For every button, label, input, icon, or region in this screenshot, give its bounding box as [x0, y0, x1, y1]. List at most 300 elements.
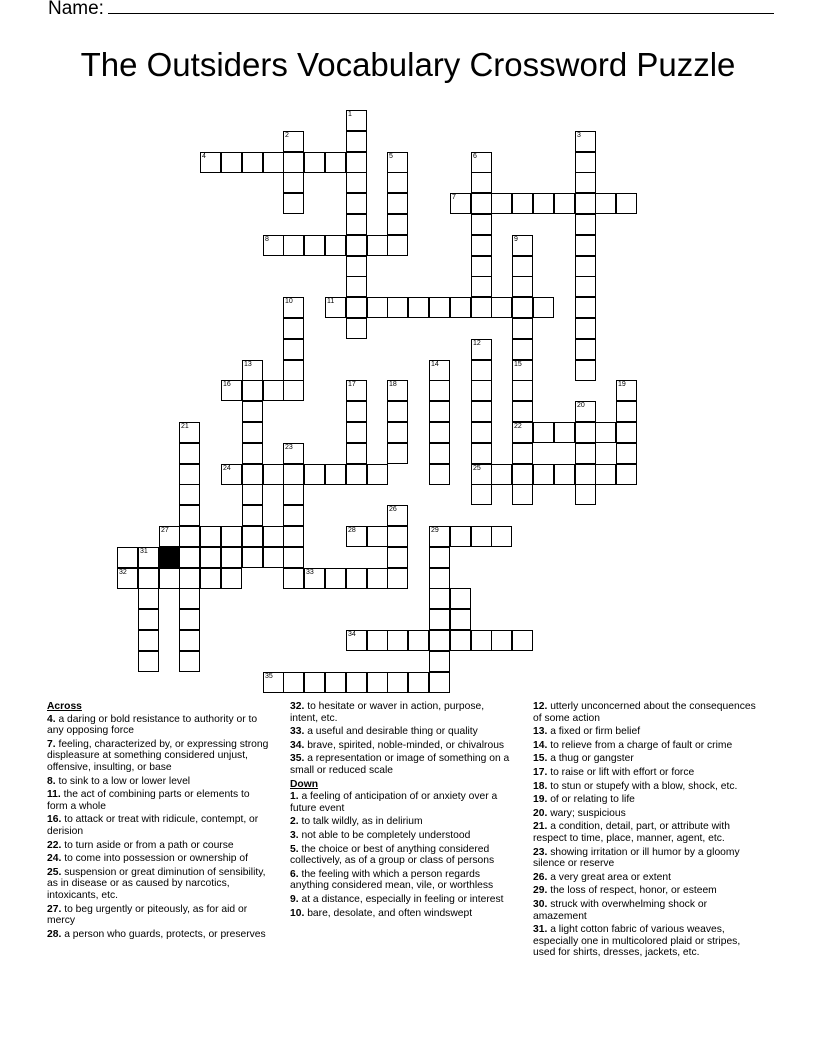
- grid-cell[interactable]: [408, 630, 429, 651]
- grid-cell[interactable]: [325, 297, 346, 318]
- grid-cell[interactable]: [325, 568, 346, 589]
- grid-cell[interactable]: [471, 360, 492, 381]
- grid-cell[interactable]: [471, 464, 492, 485]
- grid-cell[interactable]: [471, 276, 492, 297]
- grid-cell[interactable]: [491, 464, 512, 485]
- grid-cell[interactable]: [429, 443, 450, 464]
- grid-cell[interactable]: [179, 443, 200, 464]
- cell-number: 5: [389, 153, 393, 160]
- grid-cell[interactable]: [367, 526, 388, 547]
- clue-item: [47, 714, 271, 737]
- grid-cell[interactable]: [138, 630, 159, 651]
- clue-text: to sink to a low or lower level: [58, 775, 191, 787]
- clue-number: 3.: [290, 829, 299, 841]
- clue-text: not able to be completely understood: [301, 829, 471, 841]
- grid-cell[interactable]: [387, 526, 408, 547]
- grid-cell[interactable]: [471, 422, 492, 443]
- grid-cell[interactable]: [512, 401, 533, 422]
- grid-cell[interactable]: [346, 235, 367, 256]
- grid-cell[interactable]: [283, 505, 304, 526]
- clue-item: [47, 929, 271, 941]
- grid-cell[interactable]: [387, 422, 408, 443]
- grid-cell[interactable]: [450, 526, 471, 547]
- grid-cell[interactable]: [200, 547, 221, 568]
- clue-text: the act of combining parts or elements to form a whole: [47, 789, 250, 812]
- grid-cell[interactable]: [283, 568, 304, 589]
- page-title: The Outsiders Vocabulary Crossword Puzzle: [80, 46, 736, 83]
- grid-cell[interactable]: [159, 526, 180, 547]
- grid-cell[interactable]: [387, 672, 408, 693]
- grid-cell[interactable]: [283, 172, 304, 193]
- grid-cell[interactable]: [138, 609, 159, 630]
- grid-cell[interactable]: [263, 464, 284, 485]
- name-label: Name:: [48, 0, 104, 19]
- grid-cell[interactable]: [512, 484, 533, 505]
- cell-number: 17: [348, 381, 356, 388]
- grid-cell[interactable]: [575, 152, 596, 173]
- grid-cell[interactable]: [429, 401, 450, 422]
- grid-cell[interactable]: [512, 318, 533, 339]
- clue-number: 1.: [290, 791, 299, 803]
- clue-text: a feeling of anticipation of or anxiety over a future event: [290, 791, 498, 814]
- grid-cell[interactable]: [346, 214, 367, 235]
- grid-cell[interactable]: [179, 609, 200, 630]
- grid-cell[interactable]: [346, 526, 367, 547]
- grid-cell[interactable]: [512, 193, 533, 214]
- grid-cell[interactable]: [512, 256, 533, 277]
- grid-cell[interactable]: [263, 152, 284, 173]
- grid-cell[interactable]: [429, 609, 450, 630]
- grid-cell[interactable]: [616, 401, 637, 422]
- grid-cell[interactable]: [242, 422, 263, 443]
- grid-cell[interactable]: [346, 256, 367, 277]
- grid-cell[interactable]: [471, 297, 492, 318]
- grid-cell[interactable]: [263, 235, 284, 256]
- cell-number: 23: [285, 444, 293, 451]
- cell-number: 1: [348, 111, 352, 118]
- grid-cell[interactable]: [575, 464, 596, 485]
- clue-text: of or relating to life: [550, 794, 635, 806]
- grid-cell[interactable]: [283, 152, 304, 173]
- grid-cell[interactable]: [471, 526, 492, 547]
- clue-item: [47, 853, 271, 865]
- clue-number: 16.: [47, 814, 62, 826]
- grid-cell[interactable]: [283, 526, 304, 547]
- clue-text: to talk wildly, as in delirium: [301, 816, 423, 828]
- clue-text: showing irritation or ill humor by a gloomy silence or reserve: [533, 846, 740, 870]
- grid-cell[interactable]: [512, 443, 533, 464]
- grid-cell[interactable]: [429, 297, 450, 318]
- cell-number: 14: [431, 361, 439, 368]
- cell-number: 21: [181, 423, 189, 430]
- clue-text: a person who guards, protects, or preserves: [64, 928, 266, 940]
- cell-number: 4: [202, 153, 206, 160]
- clue-text: to attack or treat with ridicule, contempt, or derision: [47, 814, 259, 837]
- grid-cell[interactable]: [575, 401, 596, 422]
- clue-item: [533, 808, 757, 820]
- grid-cell[interactable]: [533, 422, 554, 443]
- grid-cell[interactable]: [533, 464, 554, 485]
- grid-cell[interactable]: [429, 380, 450, 401]
- clue-number: 22.: [47, 839, 62, 851]
- grid-cell[interactable]: [263, 672, 284, 693]
- clue-number: 18.: [533, 780, 548, 792]
- grid-cell[interactable]: [616, 464, 637, 485]
- grid-cell[interactable]: [221, 464, 242, 485]
- grid-cell[interactable]: [387, 235, 408, 256]
- grid-cell[interactable]: [346, 672, 367, 693]
- grid-cell[interactable]: [242, 360, 263, 381]
- grid-cell[interactable]: [304, 568, 325, 589]
- grid-cell[interactable]: [512, 235, 533, 256]
- grid-cell[interactable]: [346, 630, 367, 651]
- grid-cell[interactable]: [179, 526, 200, 547]
- grid-cell[interactable]: [450, 297, 471, 318]
- cell-number: 10: [285, 298, 293, 305]
- grid-cell[interactable]: [242, 443, 263, 464]
- grid-cell[interactable]: [471, 630, 492, 651]
- grid-cell[interactable]: [242, 380, 263, 401]
- grid-cell[interactable]: [471, 401, 492, 422]
- clue-text: a useful and desirable thing or quality: [307, 726, 478, 738]
- grid-cell[interactable]: [471, 152, 492, 173]
- clue-text: to beg urgently or piteously, as for aid or mercy: [47, 903, 248, 927]
- clue-text: wary; suspicious: [550, 807, 626, 819]
- grid-cell[interactable]: [387, 380, 408, 401]
- grid-cell[interactable]: [263, 380, 284, 401]
- grid-cell[interactable]: [138, 588, 159, 609]
- grid-cell[interactable]: [346, 276, 367, 297]
- grid-cell[interactable]: [179, 547, 200, 568]
- grid-cell[interactable]: [138, 568, 159, 589]
- grid-cell[interactable]: [471, 193, 492, 214]
- grid-cell[interactable]: [491, 526, 512, 547]
- grid-cell[interactable]: [346, 568, 367, 589]
- clue-number: 30.: [533, 898, 548, 910]
- grid-cell[interactable]: [429, 526, 450, 547]
- grid-cell[interactable]: [179, 464, 200, 485]
- grid-cell[interactable]: [387, 505, 408, 526]
- grid-cell[interactable]: [242, 547, 263, 568]
- grid-cell[interactable]: [367, 297, 388, 318]
- grid-cell[interactable]: [450, 193, 471, 214]
- grid-cell[interactable]: [512, 630, 533, 651]
- grid-cell[interactable]: [387, 193, 408, 214]
- grid-cell[interactable]: [491, 630, 512, 651]
- cell-number: 33: [306, 569, 314, 576]
- grid-cell[interactable]: [512, 297, 533, 318]
- grid-cell[interactable]: [533, 193, 554, 214]
- clue-item: [47, 867, 271, 902]
- clue-number: 33.: [290, 726, 305, 738]
- grid-cell[interactable]: [242, 526, 263, 547]
- grid-cell[interactable]: [471, 339, 492, 360]
- grid-cell[interactable]: [304, 235, 325, 256]
- grid-cell[interactable]: [512, 339, 533, 360]
- grid-cell[interactable]: [242, 152, 263, 173]
- grid-cell[interactable]: [346, 443, 367, 464]
- grid-cell[interactable]: [283, 193, 304, 214]
- grid-cell[interactable]: [325, 152, 346, 173]
- clue-item: [533, 753, 757, 765]
- cell-number: 2: [285, 132, 289, 139]
- grid-cell[interactable]: [179, 505, 200, 526]
- grid-cell[interactable]: [387, 568, 408, 589]
- grid-cell[interactable]: [491, 193, 512, 214]
- grid-cell[interactable]: [575, 131, 596, 152]
- grid-cell[interactable]: [471, 380, 492, 401]
- grid-cell[interactable]: [221, 568, 242, 589]
- clue-item: [290, 740, 514, 752]
- grid-cell[interactable]: [283, 339, 304, 360]
- grid-cell[interactable]: [387, 443, 408, 464]
- cell-number: 3: [577, 132, 581, 139]
- clue-text: to stun or stupefy with a blow, shock, etc.: [550, 780, 738, 792]
- grid-cell[interactable]: [325, 235, 346, 256]
- grid-cell[interactable]: [429, 547, 450, 568]
- clue-item: [533, 781, 757, 793]
- grid-cell[interactable]: [346, 297, 367, 318]
- clue-number: 20.: [533, 807, 548, 819]
- grid-cell[interactable]: [367, 630, 388, 651]
- grid-cell[interactable]: [283, 443, 304, 464]
- cell-number: 26: [389, 506, 397, 513]
- grid-cell[interactable]: [179, 568, 200, 589]
- grid-cell[interactable]: [554, 464, 575, 485]
- grid-cell[interactable]: [575, 422, 596, 443]
- grid-cell[interactable]: [200, 526, 221, 547]
- clue-number: 14.: [533, 739, 548, 751]
- clue-number: 12.: [533, 701, 548, 712]
- grid-cell[interactable]: [616, 422, 637, 443]
- clue-number: 26.: [533, 871, 548, 883]
- grid-cell[interactable]: [283, 318, 304, 339]
- clue-text: a condition, detail, part, or attribute with respect to time, place, manner, agent, etc.: [533, 821, 730, 844]
- grid-cell[interactable]: [554, 422, 575, 443]
- clue-number: 29.: [533, 885, 548, 897]
- grid-cell[interactable]: [575, 276, 596, 297]
- grid-cell[interactable]: [429, 360, 450, 381]
- grid-cell[interactable]: [221, 380, 242, 401]
- grid-cell[interactable]: [346, 401, 367, 422]
- grid-cell[interactable]: [387, 297, 408, 318]
- grid-cell[interactable]: [304, 152, 325, 173]
- grid-cell[interactable]: [117, 547, 138, 568]
- grid-cell[interactable]: [242, 401, 263, 422]
- grid-cell[interactable]: [117, 568, 138, 589]
- clue-item: [290, 844, 514, 867]
- grid-cell[interactable]: [242, 484, 263, 505]
- grid-cell[interactable]: [471, 484, 492, 505]
- grid-cell[interactable]: [200, 568, 221, 589]
- clue-text: utterly unconcerned about the consequences of some action: [533, 701, 756, 724]
- grid-cell[interactable]: [179, 630, 200, 651]
- clue-item: [533, 726, 757, 738]
- cell-number: 11: [327, 298, 335, 305]
- clue-number: 19.: [533, 794, 548, 806]
- clues-column-1: [47, 701, 271, 942]
- grid-cell[interactable]: [429, 588, 450, 609]
- grid-cell[interactable]: [138, 547, 159, 568]
- grid-cell[interactable]: [616, 193, 637, 214]
- grid-cell[interactable]: [450, 630, 471, 651]
- clue-item: [290, 726, 514, 738]
- grid-cell[interactable]: [575, 297, 596, 318]
- grid-cell[interactable]: [471, 214, 492, 235]
- grid-cell[interactable]: [387, 630, 408, 651]
- grid-cell[interactable]: [575, 484, 596, 505]
- grid-cell[interactable]: [242, 464, 263, 485]
- cell-number: 16: [223, 381, 231, 388]
- grid-cell[interactable]: [346, 318, 367, 339]
- grid-cell[interactable]: [471, 443, 492, 464]
- grid-cell[interactable]: [346, 422, 367, 443]
- grid-cell[interactable]: [242, 505, 263, 526]
- grid-cell[interactable]: [512, 276, 533, 297]
- clue-number: 2.: [290, 816, 299, 828]
- clue-item: [533, 899, 757, 922]
- cell-number: 24: [223, 465, 231, 472]
- grid-cell[interactable]: [138, 651, 159, 672]
- clue-text: brave, spirited, noble-minded, or chivalrous: [307, 739, 505, 751]
- cell-number: 20: [577, 402, 585, 409]
- clue-item: [533, 767, 757, 779]
- grid-cell[interactable]: [263, 547, 284, 568]
- grid-cell[interactable]: [304, 464, 325, 485]
- grid-cell[interactable]: [346, 152, 367, 173]
- grid-cell[interactable]: [512, 422, 533, 443]
- down-heading: Down: [290, 778, 319, 790]
- clue-text: bare, desolate, and often windswept: [307, 907, 473, 919]
- grid-cell[interactable]: [512, 464, 533, 485]
- clue-item: [47, 904, 271, 927]
- grid-cell[interactable]: [429, 672, 450, 693]
- clue-number: 34.: [290, 739, 305, 751]
- clue-item: [47, 814, 271, 837]
- grid-cell[interactable]: [575, 360, 596, 381]
- clue-number: 23.: [533, 846, 548, 858]
- grid-cell[interactable]: [283, 235, 304, 256]
- grid-cell[interactable]: [471, 235, 492, 256]
- grid-cell[interactable]: [387, 172, 408, 193]
- grid-cell[interactable]: [221, 526, 242, 547]
- grid-cell[interactable]: [367, 672, 388, 693]
- grid-cell[interactable]: [221, 152, 242, 173]
- grid-cell[interactable]: [575, 256, 596, 277]
- grid-cell[interactable]: [179, 651, 200, 672]
- grid-cell[interactable]: [595, 464, 616, 485]
- grid-cell[interactable]: [575, 214, 596, 235]
- grid-cell[interactable]: [346, 110, 367, 131]
- grid-cell[interactable]: [283, 297, 304, 318]
- grid-cell[interactable]: [346, 464, 367, 485]
- grid-cell[interactable]: [429, 630, 450, 651]
- grid-cell[interactable]: [408, 672, 429, 693]
- grid-cell[interactable]: [221, 547, 242, 568]
- grid-cell[interactable]: [491, 297, 512, 318]
- grid-cell[interactable]: [367, 568, 388, 589]
- clue-text: to relieve from a charge of fault or crime: [550, 739, 733, 751]
- grid-cell[interactable]: [512, 380, 533, 401]
- grid-cell[interactable]: [283, 484, 304, 505]
- grid-cell[interactable]: [533, 297, 554, 318]
- clue-text: to raise or lift with effort or force: [550, 766, 695, 778]
- grid-cell[interactable]: [575, 172, 596, 193]
- clue-number: 11.: [47, 789, 61, 801]
- cell-number: 12: [473, 340, 481, 347]
- grid-cell[interactable]: [325, 464, 346, 485]
- grid-cell[interactable]: [283, 360, 304, 381]
- cell-number: 22: [514, 423, 522, 430]
- grid-cell[interactable]: [450, 588, 471, 609]
- grid-cell[interactable]: [512, 360, 533, 381]
- grid-cell[interactable]: [263, 526, 284, 547]
- clue-item: [290, 894, 514, 906]
- grid-cell[interactable]: [346, 131, 367, 152]
- grid-cell[interactable]: [346, 193, 367, 214]
- grid-cell[interactable]: [429, 568, 450, 589]
- grid-cell[interactable]: [575, 193, 596, 214]
- grid-cell[interactable]: [616, 380, 637, 401]
- clue-text: the loss of respect, honor, or esteem: [550, 885, 717, 897]
- grid-cell[interactable]: [471, 172, 492, 193]
- clue-item: [47, 789, 271, 812]
- clue-number: 9.: [290, 893, 299, 905]
- grid-cell[interactable]: [283, 131, 304, 152]
- grid-cell[interactable]: [575, 443, 596, 464]
- grid-cell[interactable]: [554, 193, 575, 214]
- grid-cell[interactable]: [283, 464, 304, 485]
- grid-cell[interactable]: [575, 318, 596, 339]
- clue-item: [47, 776, 271, 788]
- grid-cell[interactable]: [429, 422, 450, 443]
- grid-cell[interactable]: [179, 422, 200, 443]
- grid-cell[interactable]: [429, 464, 450, 485]
- cell-number: 32: [119, 569, 127, 576]
- clue-number: 7.: [47, 738, 56, 750]
- grid-cell[interactable]: [346, 172, 367, 193]
- grid-cell[interactable]: [367, 464, 388, 485]
- grid-cell[interactable]: [575, 235, 596, 256]
- grid-cell[interactable]: [616, 443, 637, 464]
- grid-cell[interactable]: [387, 214, 408, 235]
- grid-cell[interactable]: [283, 547, 304, 568]
- grid-cell[interactable]: [450, 609, 471, 630]
- grid-cell[interactable]: [471, 256, 492, 277]
- grid-cell[interactable]: [595, 193, 616, 214]
- black-cell: [159, 547, 180, 568]
- grid-cell[interactable]: [283, 672, 304, 693]
- grid-cell[interactable]: [595, 422, 616, 443]
- grid-cell[interactable]: [179, 484, 200, 505]
- grid-cell[interactable]: [200, 152, 221, 173]
- cell-number: 34: [348, 631, 356, 638]
- clue-text: to come into possession or ownership of: [64, 853, 248, 865]
- grid-cell[interactable]: [387, 547, 408, 568]
- grid-cell[interactable]: [283, 380, 304, 401]
- grid-cell[interactable]: [325, 672, 346, 693]
- grid-cell[interactable]: [429, 651, 450, 672]
- grid-cell[interactable]: [346, 380, 367, 401]
- grid-cell[interactable]: [367, 235, 388, 256]
- grid-cell[interactable]: [179, 588, 200, 609]
- grid-cell[interactable]: [387, 152, 408, 173]
- grid-cell[interactable]: [408, 297, 429, 318]
- grid-cell[interactable]: [159, 568, 180, 589]
- grid-cell[interactable]: [575, 339, 596, 360]
- grid-cell[interactable]: [304, 672, 325, 693]
- grid-cell[interactable]: [387, 401, 408, 422]
